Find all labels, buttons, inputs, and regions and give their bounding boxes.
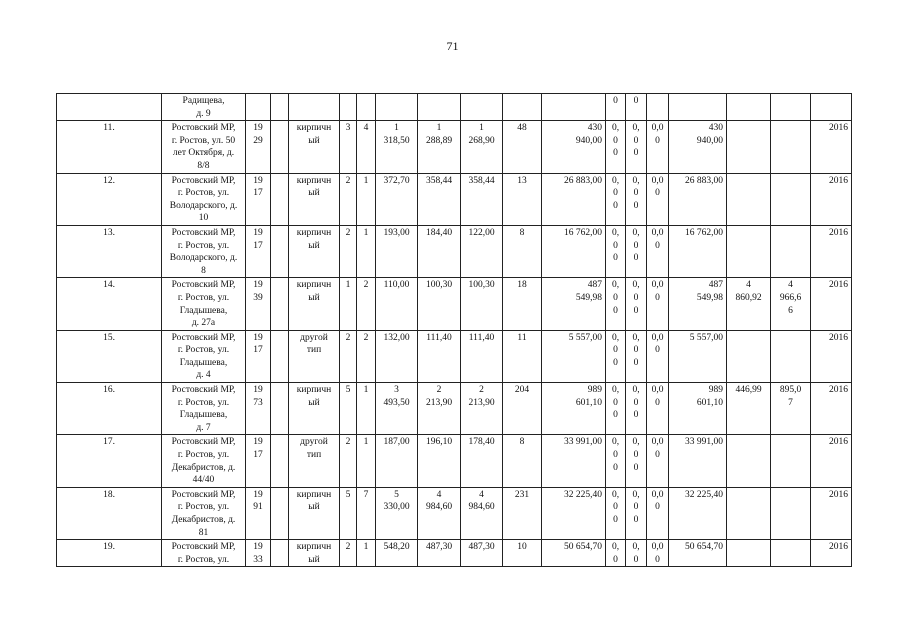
cell-fund-federal: 0, 0 0: [606, 225, 626, 277]
cell-empty: [271, 383, 289, 435]
cell-fund-local: 0,0 0: [647, 278, 669, 330]
cell-area-premises: 1 288,89: [418, 121, 461, 173]
cell-wall-material: кирпичн ый: [289, 225, 340, 277]
cell-fund-local: 0,0 0: [647, 487, 669, 539]
cell-fund-regional: 0, 0 0: [626, 487, 647, 539]
cell-floors: 2: [340, 225, 357, 277]
cell-fund-local: [647, 94, 669, 121]
cell-row-number: 12.: [57, 173, 162, 225]
cell-entrances: 1: [357, 225, 376, 277]
cell-address: Ростовский МР, г. Ростов, ул. Гладышева, д. 4: [162, 330, 246, 382]
cell-area-residential: 178,40: [461, 435, 503, 487]
cell-max-cost: [771, 121, 811, 173]
cell-area-residential: 487,30: [461, 540, 503, 567]
table-row: [57, 278, 852, 330]
cell-fund-regional: 0, 0 0: [626, 278, 647, 330]
cell-area-residential: [461, 94, 503, 121]
cell-total-area: 548,20: [376, 540, 418, 567]
cell-entrances: 2: [357, 278, 376, 330]
cell-entrances: 7: [357, 487, 376, 539]
cell-unit-cost: 446,99: [727, 383, 771, 435]
cell-owners-funds: 989 601,10: [669, 383, 727, 435]
table-row: [57, 383, 852, 435]
cell-completion-year: 2016: [811, 383, 852, 435]
cell-wall-material: [289, 94, 340, 121]
cell-row-number: 15.: [57, 330, 162, 382]
cell-fund-regional: 0, 0 0: [626, 173, 647, 225]
cell-row-number: 17.: [57, 435, 162, 487]
cell-completion-year: 2016: [811, 278, 852, 330]
cell-repair-cost: [542, 94, 606, 121]
cell-entrances: 1: [357, 173, 376, 225]
cell-repair-cost: 16 762,00: [542, 225, 606, 277]
cell-row-number: [57, 94, 162, 121]
cell-completion-year: 2016: [811, 173, 852, 225]
cell-owners-funds: [669, 94, 727, 121]
cell-year-built: 19 33: [246, 540, 271, 567]
cell-residents: [503, 94, 542, 121]
cell-total-area: 372,70: [376, 173, 418, 225]
cell-fund-regional: 0, 0: [626, 540, 647, 567]
cell-fund-federal: 0, 0 0: [606, 435, 626, 487]
table-row: [57, 487, 852, 539]
cell-empty: [271, 540, 289, 567]
cell-repair-cost: 50 654,70: [542, 540, 606, 567]
cell-fund-regional: 0, 0 0: [626, 330, 647, 382]
cell-owners-funds: 50 654,70: [669, 540, 727, 567]
cell-area-residential: 111,40: [461, 330, 503, 382]
table-row: [57, 330, 852, 382]
cell-empty: [271, 487, 289, 539]
cell-repair-cost: 26 883,00: [542, 173, 606, 225]
housing-register-table: [56, 93, 852, 567]
cell-residents: 8: [503, 225, 542, 277]
cell-total-area: 193,00: [376, 225, 418, 277]
cell-year-built: 19 73: [246, 383, 271, 435]
cell-area-residential: 1 268,90: [461, 121, 503, 173]
cell-empty: [271, 121, 289, 173]
cell-owners-funds: 5 557,00: [669, 330, 727, 382]
cell-max-cost: [771, 94, 811, 121]
cell-repair-cost: 33 991,00: [542, 435, 606, 487]
cell-residents: 11: [503, 330, 542, 382]
cell-wall-material: кирпичн ый: [289, 487, 340, 539]
cell-fund-local: 0,0 0: [647, 540, 669, 567]
page-number: 71: [446, 39, 459, 53]
cell-empty: [271, 173, 289, 225]
cell-area-residential: 4 984,60: [461, 487, 503, 539]
cell-completion-year: 2016: [811, 487, 852, 539]
cell-entrances: 1: [357, 435, 376, 487]
cell-max-cost: 4 966,6 6: [771, 278, 811, 330]
cell-row-number: 16.: [57, 383, 162, 435]
cell-total-area: 5 330,00: [376, 487, 418, 539]
cell-fund-regional: 0, 0 0: [626, 121, 647, 173]
cell-max-cost: [771, 330, 811, 382]
cell-unit-cost: [727, 487, 771, 539]
table-row: [57, 540, 852, 567]
cell-address: Ростовский МР, г. Ростов, ул. Гладышева, д. 7: [162, 383, 246, 435]
cell-entrances: 4: [357, 121, 376, 173]
cell-unit-cost: [727, 330, 771, 382]
cell-max-cost: [771, 173, 811, 225]
cell-repair-cost: 487 549,98: [542, 278, 606, 330]
cell-address: Ростовский МР, г. Ростов, ул.: [162, 540, 246, 567]
cell-entrances: 1: [357, 383, 376, 435]
cell-row-number: 19.: [57, 540, 162, 567]
cell-wall-material: другой тип: [289, 330, 340, 382]
cell-total-area: 3 493,50: [376, 383, 418, 435]
cell-residents: 18: [503, 278, 542, 330]
cell-address: Ростовский МР, г. Ростов, ул. Гладышева, д. 27а: [162, 278, 246, 330]
cell-year-built: 19 17: [246, 330, 271, 382]
cell-repair-cost: 32 225,40: [542, 487, 606, 539]
cell-total-area: 132,00: [376, 330, 418, 382]
cell-floors: 2: [340, 540, 357, 567]
cell-row-number: 14.: [57, 278, 162, 330]
cell-address: Ростовский МР, г. Ростов, ул. Декабристов, д. 44/40: [162, 435, 246, 487]
cell-fund-federal: 0, 0 0: [606, 487, 626, 539]
table-row: [57, 225, 852, 277]
cell-empty: [271, 435, 289, 487]
table-row: [57, 173, 852, 225]
table-row: [57, 94, 852, 121]
cell-floors: 5: [340, 383, 357, 435]
cell-entrances: 2: [357, 330, 376, 382]
cell-completion-year: [811, 94, 852, 121]
cell-unit-cost: [727, 94, 771, 121]
cell-area-premises: 2 213,90: [418, 383, 461, 435]
cell-floors: 3: [340, 121, 357, 173]
cell-year-built: 19 29: [246, 121, 271, 173]
cell-empty: [271, 330, 289, 382]
cell-wall-material: кирпичн ый: [289, 278, 340, 330]
cell-area-premises: 358,44: [418, 173, 461, 225]
cell-completion-year: 2016: [811, 225, 852, 277]
cell-area-residential: 100,30: [461, 278, 503, 330]
cell-fund-local: 0,0 0: [647, 330, 669, 382]
cell-floors: 2: [340, 435, 357, 487]
cell-wall-material: кирпичн ый: [289, 121, 340, 173]
cell-total-area: 1 318,50: [376, 121, 418, 173]
cell-area-premises: 196,10: [418, 435, 461, 487]
cell-fund-local: 0,0 0: [647, 225, 669, 277]
cell-row-number: 13.: [57, 225, 162, 277]
cell-fund-federal: 0, 0: [606, 540, 626, 567]
cell-address: Ростовский МР, г. Ростов, ул. Володарского, д. 10: [162, 173, 246, 225]
cell-wall-material: другой тип: [289, 435, 340, 487]
cell-unit-cost: [727, 435, 771, 487]
cell-repair-cost: 989 601,10: [542, 383, 606, 435]
cell-fund-federal: 0, 0 0: [606, 173, 626, 225]
cell-fund-regional: 0, 0 0: [626, 225, 647, 277]
cell-total-area: 187,00: [376, 435, 418, 487]
cell-fund-federal: 0, 0 0: [606, 330, 626, 382]
cell-unit-cost: [727, 173, 771, 225]
cell-wall-material: кирпичн ый: [289, 383, 340, 435]
cell-completion-year: 2016: [811, 435, 852, 487]
cell-fund-regional: 0, 0 0: [626, 383, 647, 435]
cell-residents: 13: [503, 173, 542, 225]
cell-entrances: 1: [357, 540, 376, 567]
cell-year-built: 19 17: [246, 435, 271, 487]
cell-unit-cost: [727, 225, 771, 277]
cell-fund-federal: 0, 0 0: [606, 121, 626, 173]
cell-owners-funds: 16 762,00: [669, 225, 727, 277]
cell-repair-cost: 5 557,00: [542, 330, 606, 382]
cell-fund-local: 0,0 0: [647, 121, 669, 173]
cell-area-premises: 4 984,60: [418, 487, 461, 539]
cell-year-built: [246, 94, 271, 121]
cell-wall-material: кирпичн ый: [289, 540, 340, 567]
cell-area-premises: 184,40: [418, 225, 461, 277]
cell-repair-cost: 430 940,00: [542, 121, 606, 173]
table-row: [57, 121, 852, 173]
cell-residents: 8: [503, 435, 542, 487]
cell-empty: [271, 225, 289, 277]
cell-year-built: 19 39: [246, 278, 271, 330]
cell-max-cost: [771, 540, 811, 567]
cell-fund-regional: 0: [626, 94, 647, 121]
cell-fund-federal: 0, 0 0: [606, 278, 626, 330]
cell-max-cost: 895,0 7: [771, 383, 811, 435]
cell-max-cost: [771, 435, 811, 487]
cell-fund-federal: 0: [606, 94, 626, 121]
cell-owners-funds: 430 940,00: [669, 121, 727, 173]
cell-year-built: 19 17: [246, 173, 271, 225]
cell-row-number: 18.: [57, 487, 162, 539]
cell-floors: 2: [340, 330, 357, 382]
cell-residents: 204: [503, 383, 542, 435]
cell-completion-year: 2016: [811, 121, 852, 173]
cell-max-cost: [771, 225, 811, 277]
cell-completion-year: 2016: [811, 540, 852, 567]
cell-completion-year: 2016: [811, 330, 852, 382]
cell-fund-local: 0,0 0: [647, 383, 669, 435]
cell-total-area: 110,00: [376, 278, 418, 330]
cell-area-premises: 111,40: [418, 330, 461, 382]
cell-address: Ростовский МР, г. Ростов, ул. 50 лет Октября, д. 8/8: [162, 121, 246, 173]
cell-residents: 10: [503, 540, 542, 567]
table-row: [57, 435, 852, 487]
cell-floors: [340, 94, 357, 121]
cell-owners-funds: 487 549,98: [669, 278, 727, 330]
cell-area-residential: 2 213,90: [461, 383, 503, 435]
cell-wall-material: кирпичн ый: [289, 173, 340, 225]
cell-area-residential: 358,44: [461, 173, 503, 225]
cell-unit-cost: [727, 121, 771, 173]
cell-empty: [271, 278, 289, 330]
cell-area-premises: 100,30: [418, 278, 461, 330]
cell-unit-cost: [727, 540, 771, 567]
cell-owners-funds: 32 225,40: [669, 487, 727, 539]
cell-fund-regional: 0, 0 0: [626, 435, 647, 487]
cell-address: Ростовский МР, г. Ростов, ул. Володарского, д. 8: [162, 225, 246, 277]
cell-area-premises: 487,30: [418, 540, 461, 567]
cell-fund-federal: 0, 0 0: [606, 383, 626, 435]
cell-area-residential: 122,00: [461, 225, 503, 277]
cell-fund-local: 0,0 0: [647, 435, 669, 487]
cell-max-cost: [771, 487, 811, 539]
cell-address: Радищева, д. 9: [162, 94, 246, 121]
cell-area-premises: [418, 94, 461, 121]
cell-residents: 231: [503, 487, 542, 539]
cell-floors: 5: [340, 487, 357, 539]
cell-residents: 48: [503, 121, 542, 173]
cell-entrances: [357, 94, 376, 121]
cell-total-area: [376, 94, 418, 121]
cell-empty: [271, 94, 289, 121]
cell-row-number: 11.: [57, 121, 162, 173]
cell-year-built: 19 91: [246, 487, 271, 539]
cell-floors: 2: [340, 173, 357, 225]
cell-year-built: 19 17: [246, 225, 271, 277]
cell-owners-funds: 26 883,00: [669, 173, 727, 225]
cell-owners-funds: 33 991,00: [669, 435, 727, 487]
cell-address: Ростовский МР, г. Ростов, ул. Декабристов, д. 81: [162, 487, 246, 539]
cell-floors: 1: [340, 278, 357, 330]
cell-unit-cost: 4 860,92: [727, 278, 771, 330]
cell-fund-local: 0,0 0: [647, 173, 669, 225]
